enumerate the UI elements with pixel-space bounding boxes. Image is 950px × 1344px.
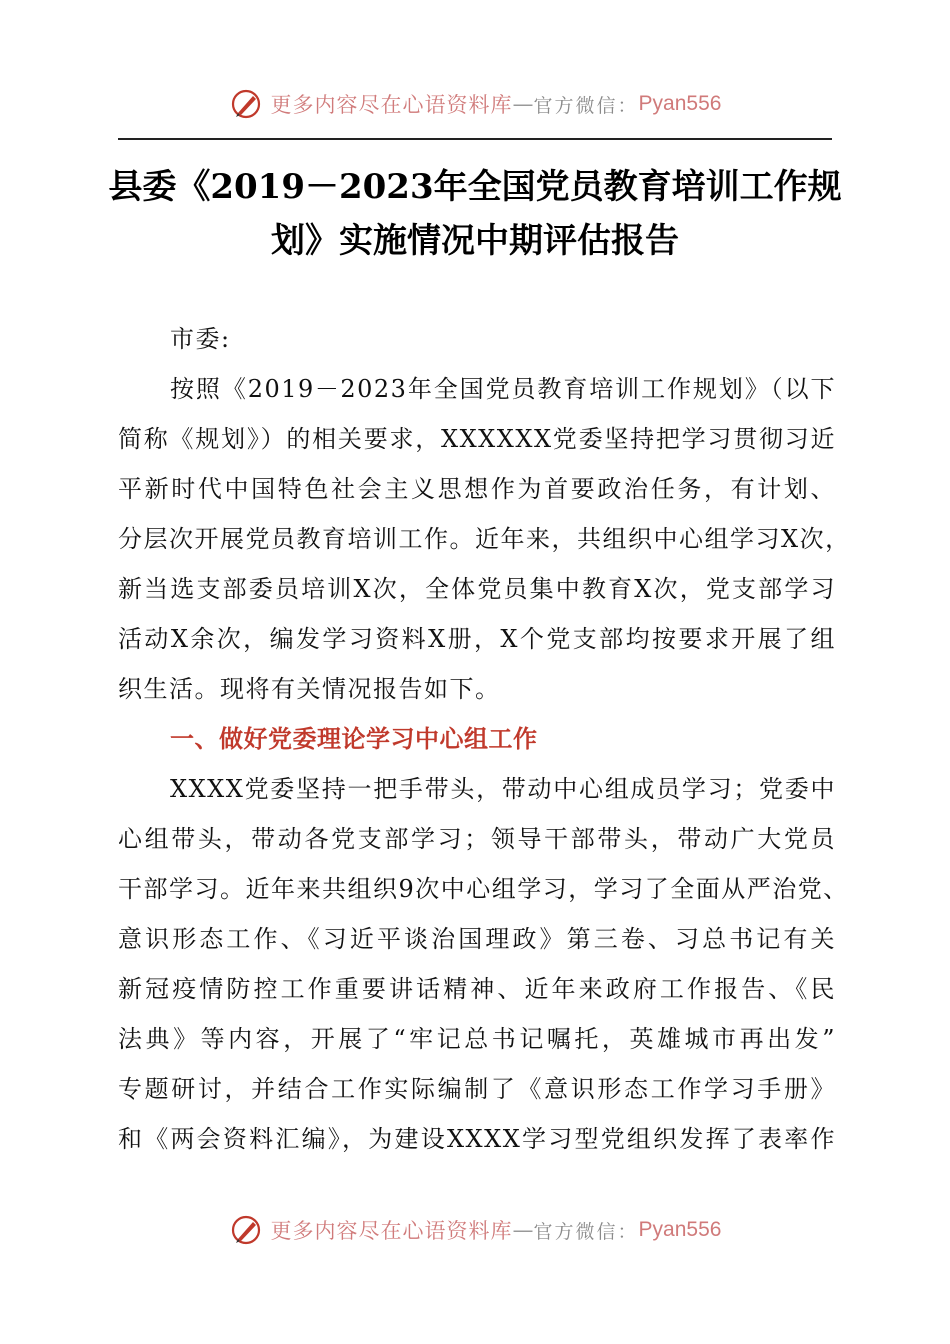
- document-title: [100, 160, 850, 268]
- title-line-2: 划》实施情况中期评估报告: [271, 221, 679, 261]
- pen-logo-icon: [229, 1213, 263, 1247]
- paragraph-2-line: 干部学习。近年来共组织9次中心组学习，学习了全面从严治党、: [118, 875, 849, 903]
- banner-wechat-id: Pyan556: [638, 1218, 722, 1241]
- banner-dash: —: [512, 1218, 534, 1242]
- footer-watermark: [229, 1213, 722, 1247]
- paragraph-1-line: 活动X余次，编发学习资料X册，X个党支部均按要求开展了组: [118, 625, 836, 653]
- paragraph-1-line: 平新时代中国特色社会主义思想作为首要政治任务，有计划、: [118, 475, 836, 503]
- paragraph-2-line: 和《两会资料汇编》，为建设XXXX学习型党组织发挥了表率作: [118, 1125, 836, 1153]
- banner-dash: —: [512, 92, 534, 116]
- banner-site-name: 更多内容尽在心语资料库: [270, 1219, 513, 1243]
- paragraph-1-line: 分层次开展党员教育培训工作。近年来，共组织中心组学习X次，: [118, 525, 851, 553]
- header-watermark: [229, 87, 722, 121]
- paragraph-1-line: 简称《规划》）的相关要求，XXXXXX党委坚持把学习贯彻习近: [118, 425, 836, 453]
- section-1-heading: 一、做好党委理论学习中心组工作: [170, 725, 538, 753]
- paragraph-2-line: 专题研讨，并结合工作实际编制了《意识形态工作学习手册》: [118, 1075, 836, 1103]
- footer-watermark-banner: [0, 1210, 950, 1250]
- header-watermark-banner: [0, 84, 950, 124]
- banner-wechat-label: 官方微信：: [533, 94, 639, 117]
- pen-logo-icon: [229, 87, 263, 121]
- title-line-1: 县委《2019－2023年全国党员教育培训工作规: [108, 167, 842, 207]
- banner-wechat-label: 官方微信：: [533, 1220, 639, 1243]
- paragraph-2-line: 意识形态工作、《习近平谈治国理政》第三卷、习总书记有关: [118, 925, 836, 953]
- paragraph-2-line: 新冠疫情防控工作重要讲话精神、近年来政府工作报告、《民: [118, 975, 836, 1003]
- banner-site-name: 更多内容尽在心语资料库: [270, 93, 513, 117]
- paragraph-2-line: 法典》等内容，开展了“牢记总书记嘱托，英雄城市再出发”: [118, 1025, 836, 1053]
- paragraph-1-line: 织生活。现将有关情况报告如下。: [118, 675, 501, 703]
- paragraph-1-line: 新当选支部委员培训X次，全体党员集中教育X次，党支部学习: [118, 575, 836, 603]
- header-divider: [118, 138, 832, 140]
- paragraph-2-line: XXXX党委坚持一把手带头，带动中心组成员学习；党委中: [170, 775, 836, 803]
- banner-wechat-id: Pyan556: [638, 92, 722, 115]
- salutation: 市委:: [170, 325, 231, 353]
- paragraph-1-line: 按照《2019－2023年全国党员教育培训工作规划》（以下: [170, 375, 836, 403]
- paragraph-2-line: 心组带头，带动各党支部学习；领导干部带头，带动广大党员: [118, 825, 836, 853]
